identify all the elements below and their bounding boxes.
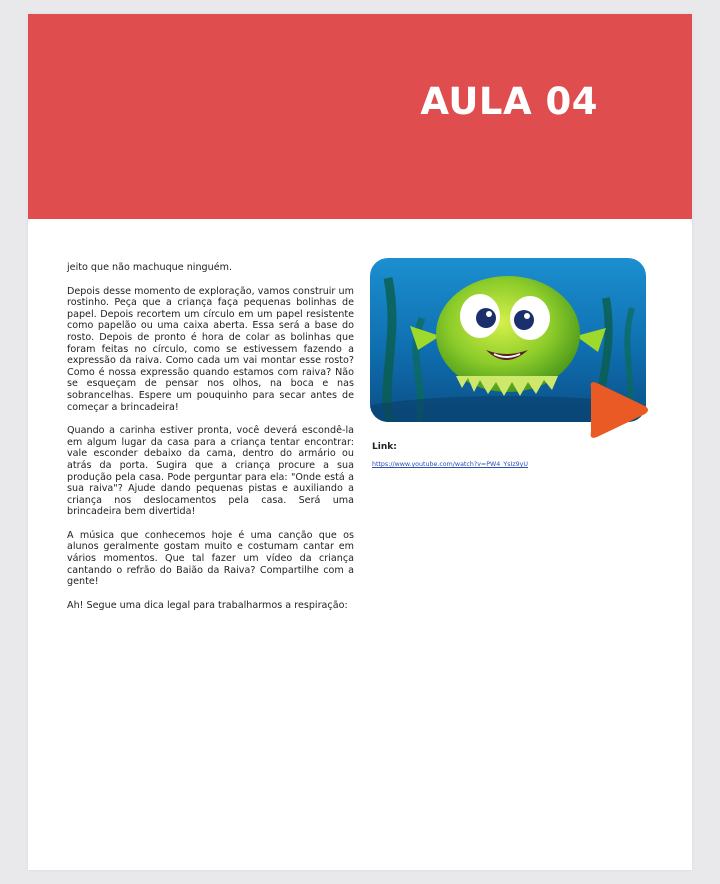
video-link[interactable]: https://www.youtube.com/watch?v=PW4_YsIz9yU — [372, 461, 529, 468]
paragraph: Depois desse momento de exploração, vamos construir um rostinho. Peça que a criança faça pequenas bolinhas de papel. Depois recortem um círculo em um papel resistente como papelão ou uma caixa aberta. Essa será a base do rosto. Depois de pronto é hora de colar as bolinhas que foram feitas no círculo, como se estivessem fazendo a expressão da raiva. Como cada um vai montar esse rosto? Como é nossa expressão quando estamos com raiva? Não se esqueçam de pensar nos olhos, na boca e nas sobrancelhas. Espere um pouquinho para secar antes de começar a brincadeira! — [67, 285, 354, 413]
document-page — [28, 14, 692, 870]
paragraph: jeito que não machuque ninguém. — [67, 262, 232, 273]
play-icon[interactable] — [585, 380, 651, 440]
paragraph: Quando a carinha estiver pronta, você deverá escondê-la em algum lugar da casa para a criança tentar encontrar: vale esconder debaixo da cama, dentro do armário ou atrás da porta. Sugira que a criança procure a sua produção pela casa. Pode perguntar para ela: "Onde está a sua raiva"? Ajude dando pequenas pistas e auxiliando a criança nos deslocamentos pela casa. Será uma brincadeira bem divertida! — [67, 425, 354, 518]
header-banner — [28, 14, 692, 219]
paragraph: Ah! Segue uma dica legal para trabalharmos a respiração: — [67, 599, 348, 611]
paragraph: A música que conhecemos hoje é uma canção que os alunos geralmente gostam muito e costumam cantar em vários momentos. Que tal fazer um vídeo da criança cantando o refrão do Baião da Raiva? Compartilhe com a gente! — [67, 529, 354, 588]
link-label: Link: — [372, 442, 397, 452]
page-title: AULA 04 — [420, 80, 598, 123]
body-text — [67, 262, 354, 623]
